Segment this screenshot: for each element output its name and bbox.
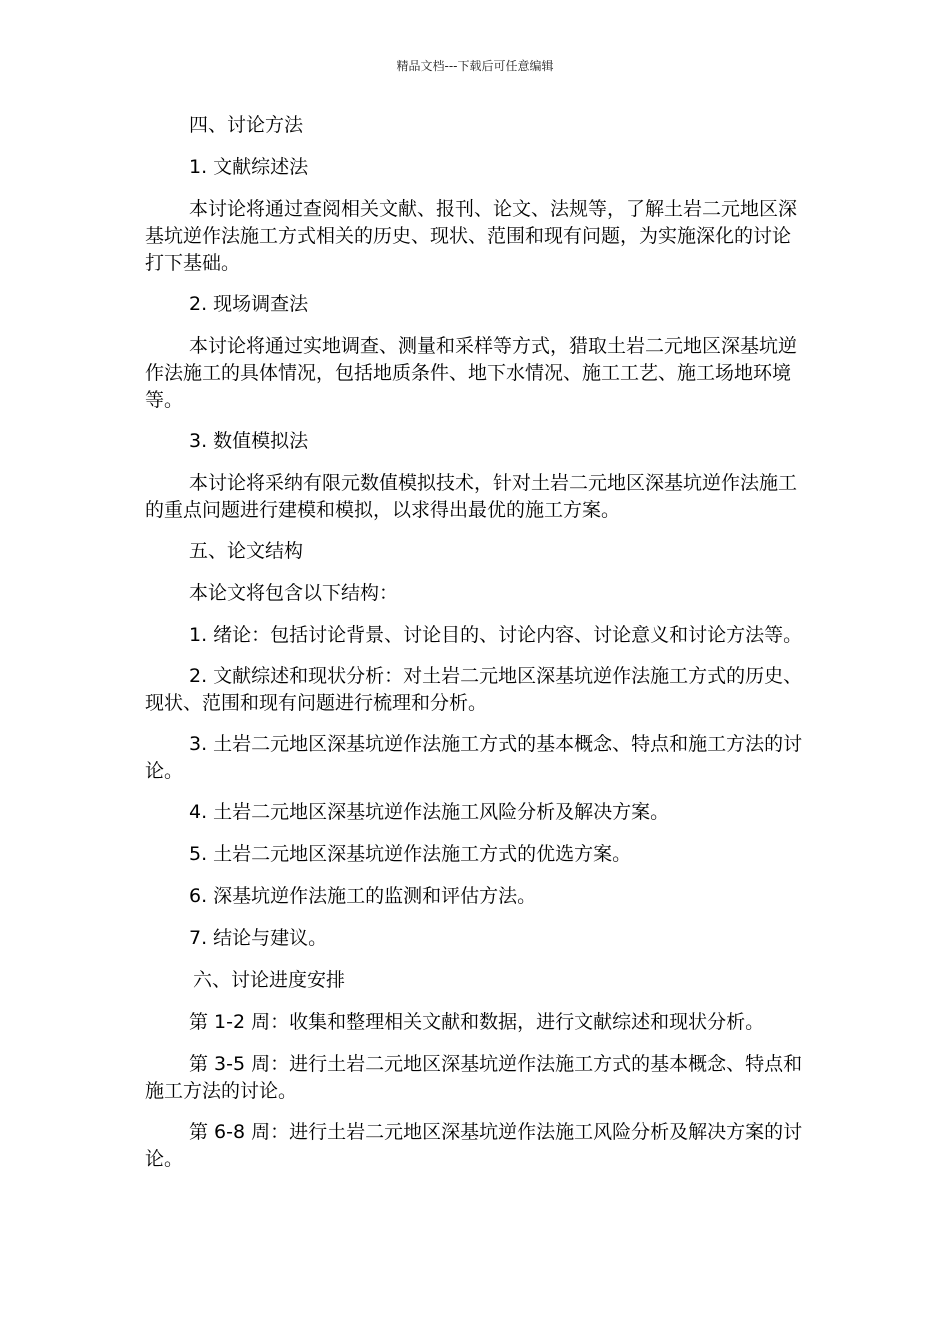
list-item: 1. 绪论：包括讨论背景、讨论目的、讨论内容、讨论意义和讨论方法等。 [189,624,803,646]
paragraph: 本讨论将通过实地调查、测量和采样等方式，猎取土岩二元地区深基坑逆作法施工的具体情况，包括地质条件、地下水情况、施工工艺、施工场地环境等。 [145,335,798,411]
list-item: 4. 土岩二元地区深基坑逆作法施工风险分析及解决方案。 [189,801,670,823]
page-header: 精品文档---下载后可任意编辑 [396,59,554,73]
subheading-literature-review: 1. 文献综述法 [189,156,309,178]
subheading-numerical-simulation: 3. 数值模拟法 [189,430,309,452]
schedule-item: 第 3-5 周：进行土岩二元地区深基坑逆作法施工方式的基本概念、特点和施工方法的讨论。 [145,1053,803,1102]
list-item: 7. 结论与建议。 [189,927,328,949]
section-heading-structure: 五、论文结构 [189,540,304,562]
subheading-field-survey: 2. 现场调查法 [189,293,309,315]
section-heading-schedule: 六、讨论进度安排 [193,969,346,991]
paragraph: 本讨论将采纳有限元数值模拟技术，针对土岩二元地区深基坑逆作法施工的重点问题进行建模和模拟，以求得出最优的施工方案。 [145,472,798,521]
list-item: 3. 土岩二元地区深基坑逆作法施工方式的基本概念、特点和施工方法的讨论。 [145,733,803,782]
schedule-item: 第 1-2 周：收集和整理相关文献和数据，进行文献综述和现状分析。 [189,1011,765,1033]
list-item: 2. 文献综述和现状分析：对土岩二元地区深基坑逆作法施工方式的历史、现状、范围和现有问题进行梳理和分析。 [145,665,803,714]
schedule-item: 第 6-8 周：进行土岩二元地区深基坑逆作法施工风险分析及解决方案的讨论。 [145,1121,803,1170]
paragraph: 本讨论将通过查阅相关文献、报刊、论文、法规等，了解土岩二元地区深基坑逆作法施工方式相关的历史、现状、范围和现有问题，为实施深化的讨论打下基础。 [145,198,798,274]
section-heading-methods: 四、讨论方法 [189,114,304,136]
document-body [145,112,805,1187]
list-item: 6. 深基坑逆作法施工的监测和评估方法。 [189,885,537,907]
list-item: 5. 土岩二元地区深基坑逆作法施工方式的优选方案。 [189,843,632,865]
paragraph: 本论文将包含以下结构： [189,582,399,604]
